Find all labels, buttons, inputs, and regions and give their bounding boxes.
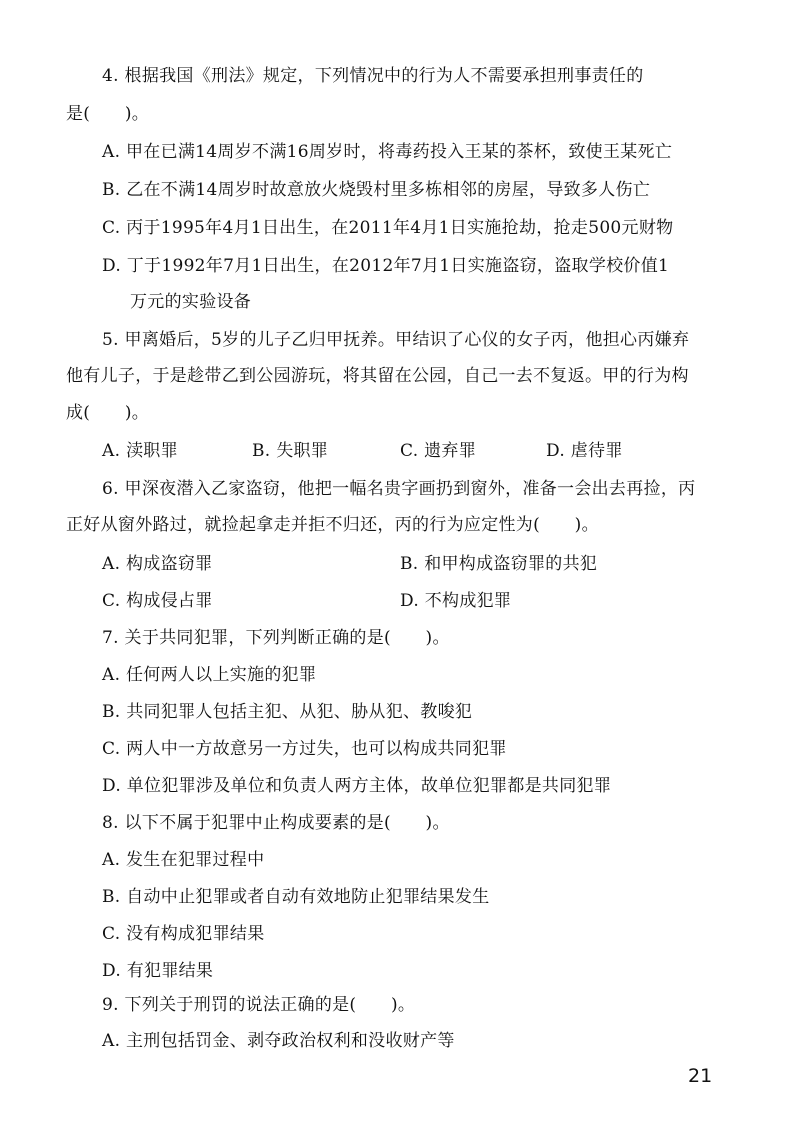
question-4-option-d-line-2: 万元的实验设备 [130,292,252,312]
question-4-option-a: A. 甲在已满14周岁不满16周岁时，将毒药投入王某的茶杯，致使王某死亡 [102,142,673,162]
question-6-option-d: D. 不构成犯罪 [400,591,512,611]
question-5-stem-line-1: 5. 甲离婚后，5岁的儿子乙归甲抚养。甲结识了心仪的女子丙，他担心丙嫌弃 [102,330,690,350]
question-5-option-d: D. 虐待罪 [546,441,623,461]
question-7-option-c: C. 两人中一方故意另一方过失，也可以构成共同犯罪 [102,739,507,759]
question-4-option-b: B. 乙在不满14周岁时故意放火烧毁村里多栋相邻的房屋，导致多人伤亡 [102,180,651,200]
question-5-option-b: B. 失职罪 [252,441,329,461]
question-9-option-a: A. 主刑包括罚金、剥夺政治权利和没收财产等 [102,1031,455,1051]
question-8-option-d: D. 有犯罪结果 [102,961,214,981]
question-5-option-c: C. 遗弃罪 [400,441,477,461]
question-4-stem-line-1: 4. 根据我国《刑法》规定，下列情况中的行为人不需要承担刑事责任的 [102,66,644,86]
question-7-option-b: B. 共同犯罪人包括主犯、从犯、胁从犯、教唆犯 [102,702,473,722]
question-6-option-a: A. 构成盗窃罪 [102,554,213,574]
question-8-stem: 8. 以下不属于犯罪中止构成要素的是( )。 [102,813,450,833]
question-5-stem-line-3: 成( )。 [66,403,150,423]
question-9-stem: 9. 下列关于刑罚的说法正确的是( )。 [102,995,416,1015]
question-4-option-c: C. 丙于1995年4月1日出生，在2011年4月1日实施抢劫，抢走500元财物 [102,218,674,238]
question-6-stem-line-1: 6. 甲深夜潜入乙家盗窃，他把一幅名贵字画扔到窗外，准备一会出去再捡，丙 [102,479,696,499]
question-4-stem-line-2: 是( )。 [66,104,150,124]
question-7-option-d: D. 单位犯罪涉及单位和负责人两方主体，故单位犯罪都是共同犯罪 [102,776,612,796]
question-5-stem-line-2: 他有儿子，于是趁带乙到公园游玩，将其留在公园，自己一去不复返。甲的行为构 [66,366,689,386]
question-8-option-c: C. 没有构成犯罪结果 [102,924,265,944]
question-6-stem-line-2: 正好从窗外路过，就捡起拿走并拒不归还，丙的行为应定性为( )。 [66,515,599,535]
question-5-option-a: A. 渎职罪 [102,441,178,461]
question-7-stem: 7. 关于共同犯罪，下列判断正确的是( )。 [102,628,450,648]
page-number: 21 [688,1065,713,1087]
question-6-option-c: C. 构成侵占罪 [102,591,213,611]
question-8-option-a: A. 发生在犯罪过程中 [102,850,265,870]
question-6-option-b: B. 和甲构成盗窃罪的共犯 [400,554,598,574]
question-4-option-d-line-1: D. 丁于1992年7月1日出生，在2012年7月1日实施盗窃，盗取学校价值1 [102,256,670,276]
question-8-option-b: B. 自动中止犯罪或者自动有效地防止犯罪结果发生 [102,887,490,907]
question-7-option-a: A. 任何两人以上实施的犯罪 [102,665,317,685]
